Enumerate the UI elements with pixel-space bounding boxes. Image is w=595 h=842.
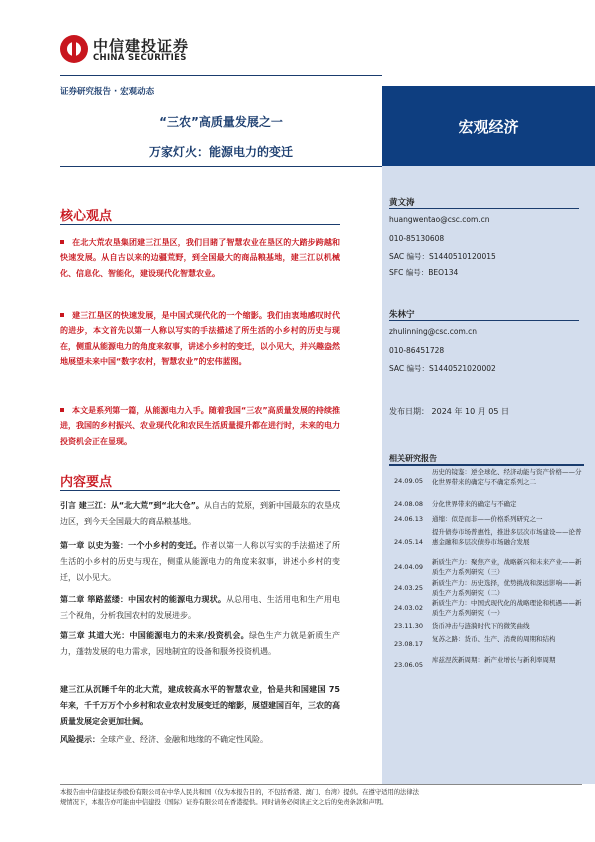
related-report-date: 23.08.17 (394, 640, 423, 648)
related-report-date: 23.11.30 (394, 622, 423, 630)
summary-item (60, 682, 340, 730)
related-report-date: 24.04.09 (394, 563, 423, 571)
summary-item-text: 从自古的荒原，到新中国最东的农垦戍边区，到今天全国最大的商品粮基地。 (60, 501, 340, 526)
core-point-text: 在北大荒农垦集团建三江垦区，我们目睹了智慧农业在垦区的大踏步跨越和快速发展。从自古以来的边疆荒野，到全国最大的商品粮基地，建三江以机械化、信息化、智能化，建设现代化智慧农业。 (60, 238, 340, 278)
author-email[interactable]: huangwentao@csc.com.cn (389, 215, 490, 224)
author-email[interactable]: zhulinning@csc.com.cn (389, 327, 478, 336)
author-phone: 010-85130608 (389, 234, 445, 243)
summary-item-text: 作者以第一人称以写实的手法描述了所生活的小乡村的历史与现在，侧重从能源电力的角度来叙事，讲述小乡村的变迁，以小见大。 (60, 541, 340, 582)
related-reports-divider (389, 464, 584, 466)
bullet-icon (60, 408, 64, 412)
related-report-date: 24.06.13 (394, 515, 423, 523)
logo-icon (60, 35, 88, 63)
summary-item (60, 498, 340, 530)
summary-item-head: 第一章 以史为鉴：一个小乡村的变迁。 (60, 541, 202, 550)
footer-line: 规情况下，本报告亦可能由中信建投（国际）证券有限公司在香港提供。同时请务必阅读正文之后的免责条款和声明。 (60, 799, 388, 806)
logo-text-en: CHINA SECURITIES (93, 53, 187, 63)
summary-item (60, 628, 340, 660)
related-report-date: 24.08.08 (394, 500, 423, 508)
risk-warning (60, 732, 340, 748)
summary-item-text: 全球产业、经济、金融和地缘的不确定性风险。 (100, 735, 268, 744)
author-sac: SAC 编号：S1440510120015 (389, 252, 496, 261)
related-report-title: 新质生产力：中国式现代化的战略理论和机遇——新质生产力系列研究（一） (432, 599, 582, 617)
header-divider (60, 75, 382, 76)
report-subtitle: 万家灯火：能源电力的变迁 (148, 145, 293, 159)
related-report-title: 复苏之路：货币、生产、消费的周期和结构 (432, 635, 556, 643)
summary-item-head: 第二章 筚路蓝缕：中国农村的能源电力现状。 (60, 595, 226, 604)
summary-item (60, 592, 340, 624)
footer-disclaimer (60, 788, 582, 808)
related-reports-title: 相关研究报告 (389, 454, 437, 463)
summary-item-head: 引言 建三江：从“北大荒”到“北大仓”。 (60, 501, 204, 510)
summary-title: 内容要点 (60, 475, 113, 490)
related-report-title: 提升债券市场普惠性，推进多层次市场建设——论普惠金融和多层次债券市场融合发展 (432, 528, 582, 546)
summary-item-head: 第三章 其道大光：中国能源电力的未来/投资机会。 (60, 631, 249, 640)
section-divider (60, 490, 340, 491)
author-phone: 010-86451728 (389, 346, 445, 355)
related-report-title: 历史的镜鉴：逆全球化、经济动能与资产价格——分化世界带来的确定与不确定系列之二 (432, 468, 582, 486)
related-report-date: 24.03.02 (394, 604, 423, 612)
related-report-date: 24.03.25 (394, 584, 423, 592)
report-type: 证券研究报告 · 宏观动态 (60, 87, 155, 97)
section-divider (60, 224, 340, 225)
author-sfc: SFC 编号：BEO134 (389, 268, 459, 277)
author-divider (389, 320, 579, 321)
core-point (60, 308, 340, 369)
related-report-date: 23.06.05 (394, 661, 423, 669)
author-divider (389, 208, 579, 209)
bullet-icon (60, 240, 64, 244)
category-label: 宏观经济 (458, 118, 519, 136)
author-name: 朱林宁 (389, 310, 415, 320)
related-report-title: 新质生产力：历史选择，优势挑战和深远影响——新质生产力系列研究（二） (432, 579, 582, 597)
summary-item (60, 538, 340, 586)
related-report-title: 货币冲击与涟漪时代下的微笑曲线 (432, 622, 530, 630)
related-report-title: 库兹涅茨新周期：新产业增长与新利率周期 (432, 656, 556, 664)
summary-item-head: 建三江从沉睡千年的北大荒，建成较高水平的智慧农业，恰是共和国建国 75 年来，千千万万个小乡村和农业农村发展变迁的缩影，展望建国百年，三农的高质量发展定会更加壮阔。 (60, 685, 340, 726)
core-point (60, 403, 340, 449)
core-point-text: 本文是系列第一篇，从能源电力入手。随着我国“三农”高质量发展的持续推进，我国的乡村振兴、农业现代化和农民生活质量提升都在进行时，未来的电力投资机会正在显现。 (60, 406, 340, 446)
report-title: “三农”高质量发展之一 (159, 115, 283, 129)
footer-line: 本报告由中信建投证券股份有限公司在中华人民共和国（仅为本报告目的，不包括香港、澳门、台湾）提供。在遵守适用的法律法 (60, 789, 419, 796)
related-report-title: 通缩：似是而非——价格系列研究之一 (432, 515, 543, 523)
publish-date: 发布日期： 2024 年 10 月 05 日 (389, 407, 509, 416)
related-report-title: 新质生产力：聚焦产业，战略新兴和未来产业——新质生产力系列研究（三） (432, 558, 582, 576)
summary-item-text: 绿色生产力就是新质生产力，蓬勃发展的电力需求，因地制宜的设备和服务投资机遇。 (60, 631, 340, 656)
footer-divider (60, 784, 582, 785)
core-point (60, 235, 340, 281)
author-sac: SAC 编号：S1440521020002 (389, 364, 496, 373)
company-logo (60, 35, 210, 65)
core-viewpoints-title: 核心观点 (60, 209, 113, 224)
logo-text-cn: 中信建投证券 (93, 37, 190, 55)
title-divider (60, 166, 382, 167)
related-report-date: 24.09.05 (394, 477, 423, 485)
related-report-date: 24.05.14 (394, 538, 423, 546)
author-name: 黄文涛 (389, 198, 415, 208)
summary-item-text: 从总用电、生活用电和生产用电三个视角，分析我国农村的发展进步。 (60, 595, 340, 620)
bullet-icon (60, 313, 64, 317)
core-point-text: 建三江垦区的快速发展，是中国式现代化的一个缩影。我们由衷地感叹时代的进步，本文首先以第一人称以写实的手法描述了所生活的小乡村的历史与现在，侧重从能源电力的角度来叙事，讲述小乡村的变迁，以小见大，并兴趣盎然地展望未来中国“数字农村，智慧农业”的宏伟蓝图。 (60, 311, 340, 366)
summary-item-head: 风险提示： (60, 735, 100, 744)
related-report-title: 分化世界带来的确定与不确定 (432, 500, 517, 508)
